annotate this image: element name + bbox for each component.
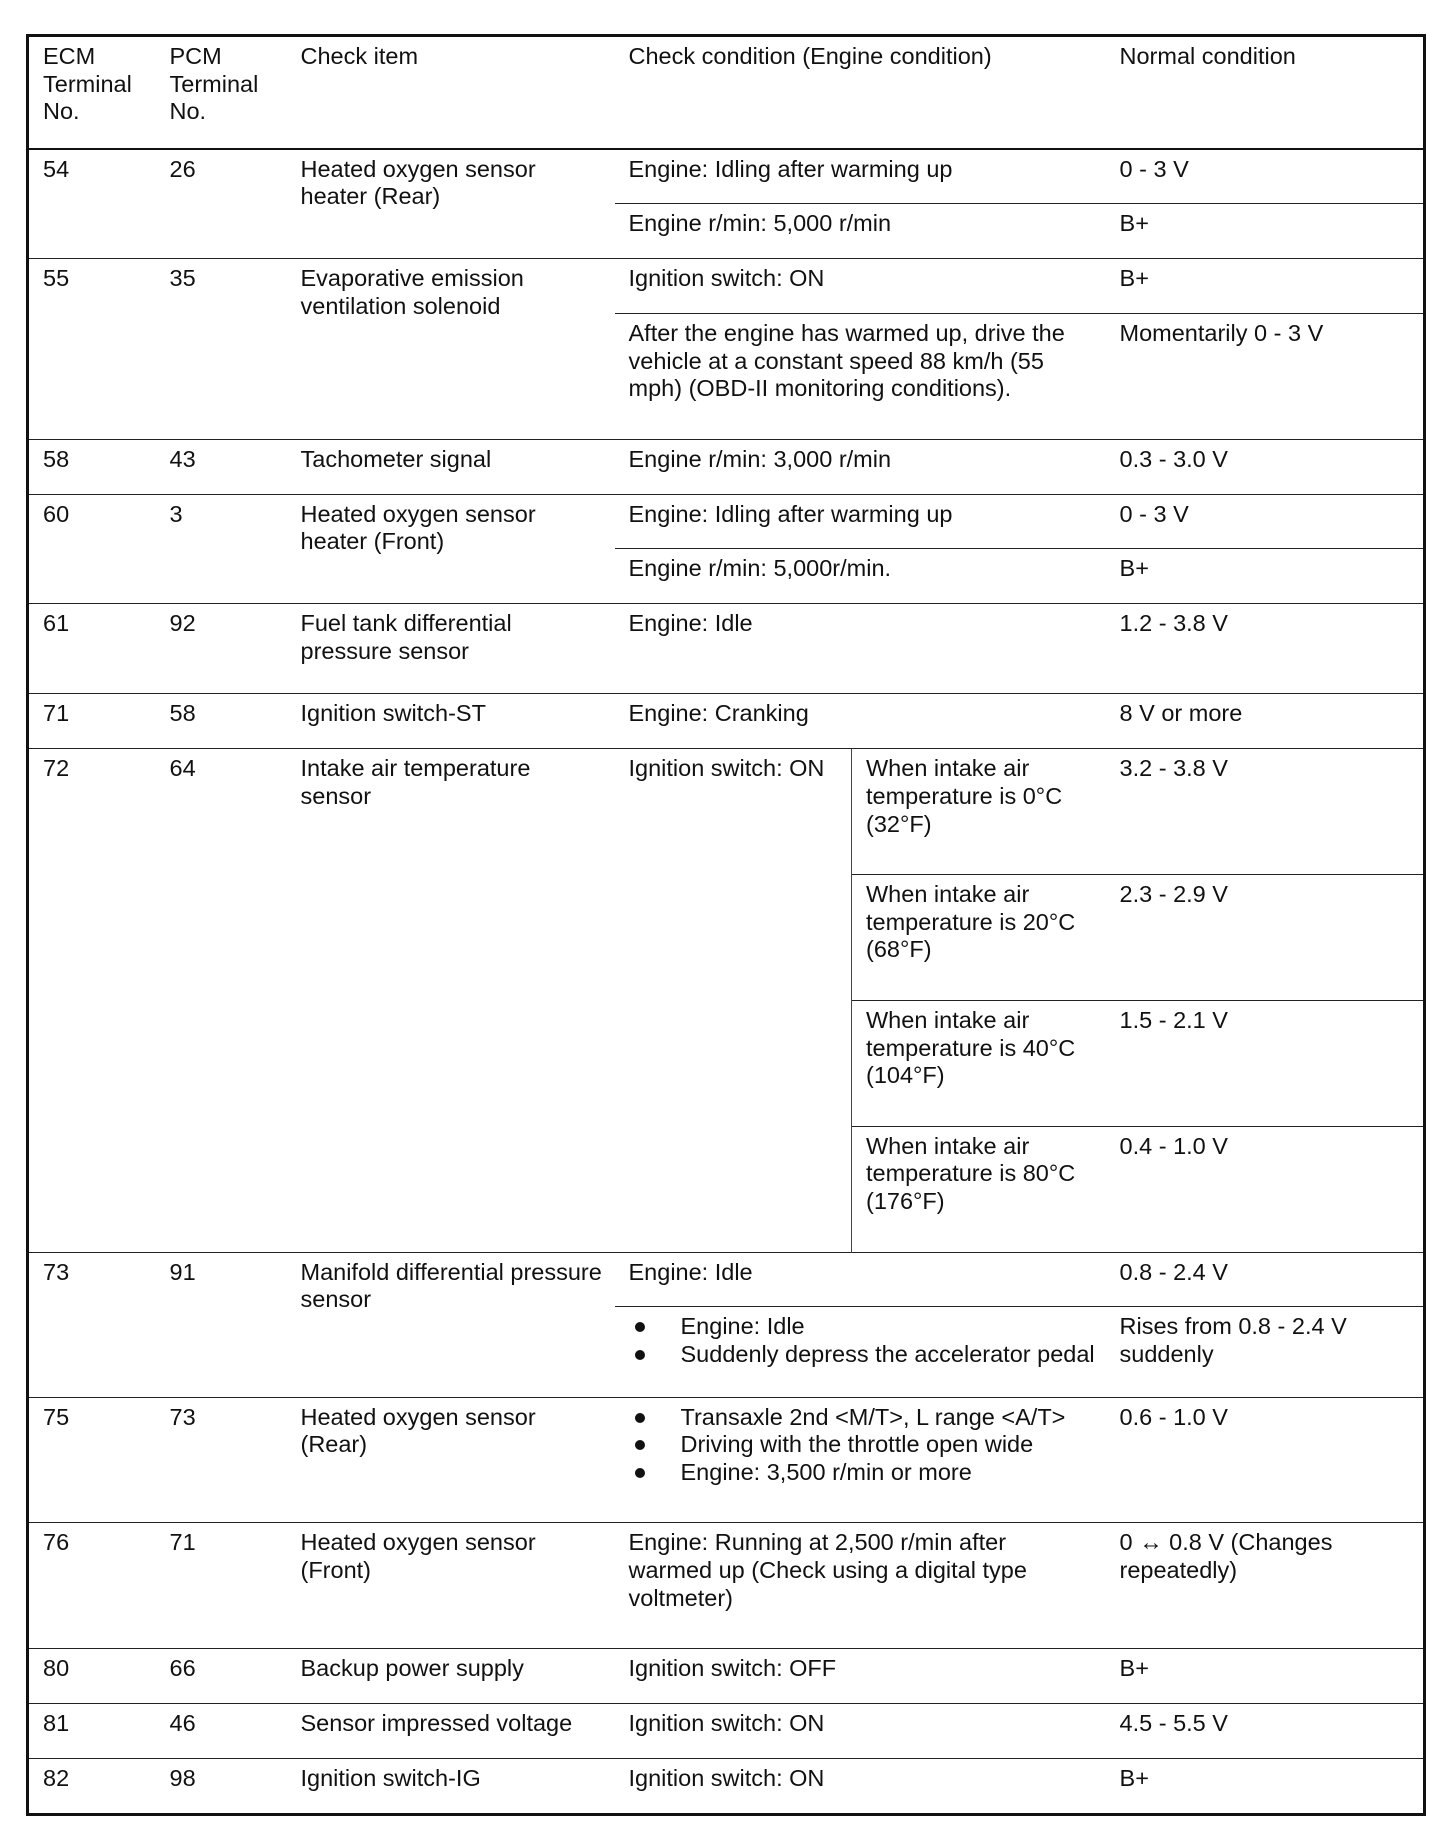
check-item-cell: Heated oxygen sensor heater (Rear): [287, 149, 615, 259]
sub-condition-cell: When intake air temperature is 40°C (104°F): [852, 1000, 1106, 1126]
ecm-terminal-cell: 76: [28, 1523, 156, 1649]
terminal-check-table: [26, 34, 1426, 1816]
check-item-cell: Intake air temperature sensor: [287, 749, 615, 1252]
pcm-terminal-cell: 43: [156, 439, 287, 494]
pcm-terminal-cell: 71: [156, 1523, 287, 1649]
check-condition-cell: Ignition switch: ON: [615, 1704, 1106, 1759]
table-row: [28, 694, 1425, 749]
ecm-terminal-cell: 73: [28, 1252, 156, 1397]
check-condition-cell: Engine: Idle: [615, 1252, 1106, 1307]
normal-condition-cell: 0.4 - 1.0 V: [1106, 1126, 1425, 1252]
table-row: [28, 1523, 1425, 1649]
normal-condition-cell: 1.2 - 3.8 V: [1106, 604, 1425, 694]
condition-bullet-item: Engine: Idle: [629, 1313, 1096, 1341]
sub-condition-cell: When intake air temperature is 20°C (68°F): [852, 874, 1106, 1000]
condition-bullet-item: Driving with the throttle open wide: [629, 1431, 1096, 1459]
check-item-cell: Evaporative emission ventilation solenoid: [287, 259, 615, 440]
header-normal-condition: Normal condition: [1106, 36, 1425, 149]
pcm-terminal-cell: 66: [156, 1649, 287, 1704]
pcm-terminal-cell: 91: [156, 1252, 287, 1397]
check-condition-cell: Engine: Running at 2,500 r/min after warmed up (Check using a digital type voltmeter): [615, 1523, 1106, 1649]
ecm-terminal-cell: 58: [28, 439, 156, 494]
check-item-cell: Fuel tank differential pressure sensor: [287, 604, 615, 694]
check-condition-cell: Engine: Idling after warming up: [615, 494, 1106, 549]
normal-condition-cell: B+: [1106, 1758, 1425, 1814]
ecm-terminal-cell: 72: [28, 749, 156, 1252]
condition-bullet-item: Transaxle 2nd <M/T>, L range <A/T>: [629, 1404, 1096, 1432]
check-item-cell: Ignition switch-ST: [287, 694, 615, 749]
normal-condition-cell: 0 ↔ 0.8 V (Changes repeatedly): [1106, 1523, 1425, 1649]
table-row: [28, 1758, 1425, 1814]
condition-bullet-item: Engine: 3,500 r/min or more: [629, 1459, 1096, 1487]
check-condition-cell: Ignition switch: ON: [615, 259, 1106, 314]
sub-condition-cell: When intake air temperature is 80°C (176°F): [852, 1126, 1106, 1252]
pcm-terminal-cell: 64: [156, 749, 287, 1252]
header-check-item: Check item: [287, 36, 615, 149]
header-pcm-terminal: PCM Terminal No.: [156, 36, 287, 149]
normal-condition-cell: 0 - 3 V: [1106, 494, 1425, 549]
check-item-cell: Heated oxygen sensor (Front): [287, 1523, 615, 1649]
ecm-terminal-cell: 71: [28, 694, 156, 749]
check-item-cell: Heated oxygen sensor (Rear): [287, 1397, 615, 1523]
normal-condition-cell: Rises from 0.8 - 2.4 V suddenly: [1106, 1307, 1425, 1397]
table-row: [28, 1397, 1425, 1523]
condition-bullet-item: Suddenly depress the accelerator pedal: [629, 1341, 1096, 1369]
pcm-terminal-cell: 35: [156, 259, 287, 440]
check-condition-cell: Engine r/min: 5,000r/min.: [615, 549, 1106, 604]
ecm-terminal-cell: 55: [28, 259, 156, 440]
check-condition-cell: [615, 1397, 1106, 1523]
ecm-terminal-cell: 61: [28, 604, 156, 694]
table-row: [28, 749, 1425, 875]
normal-condition-cell: 3.2 - 3.8 V: [1106, 749, 1425, 875]
normal-condition-cell: B+: [1106, 549, 1425, 604]
normal-condition-cell: 0 - 3 V: [1106, 149, 1425, 204]
normal-condition-cell: B+: [1106, 1649, 1425, 1704]
ecm-terminal-cell: 60: [28, 494, 156, 604]
check-condition-cell: Engine: Idle: [615, 604, 1106, 694]
condition-bullet-list: [629, 1404, 1096, 1487]
check-condition-cell: Engine: Cranking: [615, 694, 1106, 749]
table-row: [28, 1704, 1425, 1759]
check-condition-cell: Ignition switch: ON: [615, 749, 852, 1252]
table-row: [28, 494, 1425, 549]
header-ecm-terminal: ECM Terminal No.: [28, 36, 156, 149]
pcm-terminal-cell: 73: [156, 1397, 287, 1523]
ecm-terminal-cell: 54: [28, 149, 156, 259]
pcm-terminal-cell: 46: [156, 1704, 287, 1759]
pcm-terminal-cell: 26: [156, 149, 287, 259]
normal-condition-cell: B+: [1106, 259, 1425, 314]
table-body: [28, 149, 1425, 1815]
normal-condition-cell: 0.8 - 2.4 V: [1106, 1252, 1425, 1307]
check-condition-cell: Ignition switch: ON: [615, 1758, 1106, 1814]
normal-condition-cell: Momentarily 0 - 3 V: [1106, 313, 1425, 439]
normal-condition-cell: B+: [1106, 204, 1425, 259]
pcm-terminal-cell: 92: [156, 604, 287, 694]
header-row: [28, 36, 1425, 149]
check-item-cell: Manifold differential pressure sensor: [287, 1252, 615, 1397]
ecm-terminal-cell: 75: [28, 1397, 156, 1523]
normal-condition-cell: 4.5 - 5.5 V: [1106, 1704, 1425, 1759]
normal-condition-cell: 8 V or more: [1106, 694, 1425, 749]
normal-condition-cell: 0.6 - 1.0 V: [1106, 1397, 1425, 1523]
pcm-terminal-cell: 3: [156, 494, 287, 604]
table-row: [28, 149, 1425, 204]
ecm-terminal-cell: 81: [28, 1704, 156, 1759]
sub-condition-cell: When intake air temperature is 0°C (32°F): [852, 749, 1106, 875]
check-item-cell: Backup power supply: [287, 1649, 615, 1704]
check-condition-cell: Engine r/min: 3,000 r/min: [615, 439, 1106, 494]
ecm-terminal-cell: 82: [28, 1758, 156, 1814]
check-item-cell: Sensor impressed voltage: [287, 1704, 615, 1759]
check-item-cell: Tachometer signal: [287, 439, 615, 494]
table-row: [28, 259, 1425, 314]
ecm-terminal-cell: 80: [28, 1649, 156, 1704]
check-item-cell: Ignition switch-IG: [287, 1758, 615, 1814]
normal-condition-cell: 1.5 - 2.1 V: [1106, 1000, 1425, 1126]
check-condition-cell: [615, 1307, 1106, 1397]
normal-condition-cell: 2.3 - 2.9 V: [1106, 874, 1425, 1000]
header-check-condition: Check condition (Engine condition): [615, 36, 1106, 149]
table-row: [28, 604, 1425, 694]
check-item-cell: Heated oxygen sensor heater (Front): [287, 494, 615, 604]
check-condition-cell: Engine r/min: 5,000 r/min: [615, 204, 1106, 259]
table-row: [28, 439, 1425, 494]
check-condition-cell: Engine: Idling after warming up: [615, 149, 1106, 204]
table-row: [28, 1649, 1425, 1704]
pcm-terminal-cell: 98: [156, 1758, 287, 1814]
table-row: [28, 1252, 1425, 1307]
check-condition-cell: After the engine has warmed up, drive the vehicle at a constant speed 88 km/h (55 mph) (OBD-II monitoring conditions).: [615, 313, 1106, 439]
condition-bullet-list: [629, 1313, 1096, 1368]
check-condition-cell: Ignition switch: OFF: [615, 1649, 1106, 1704]
normal-condition-cell: 0.3 - 3.0 V: [1106, 439, 1425, 494]
pcm-terminal-cell: 58: [156, 694, 287, 749]
